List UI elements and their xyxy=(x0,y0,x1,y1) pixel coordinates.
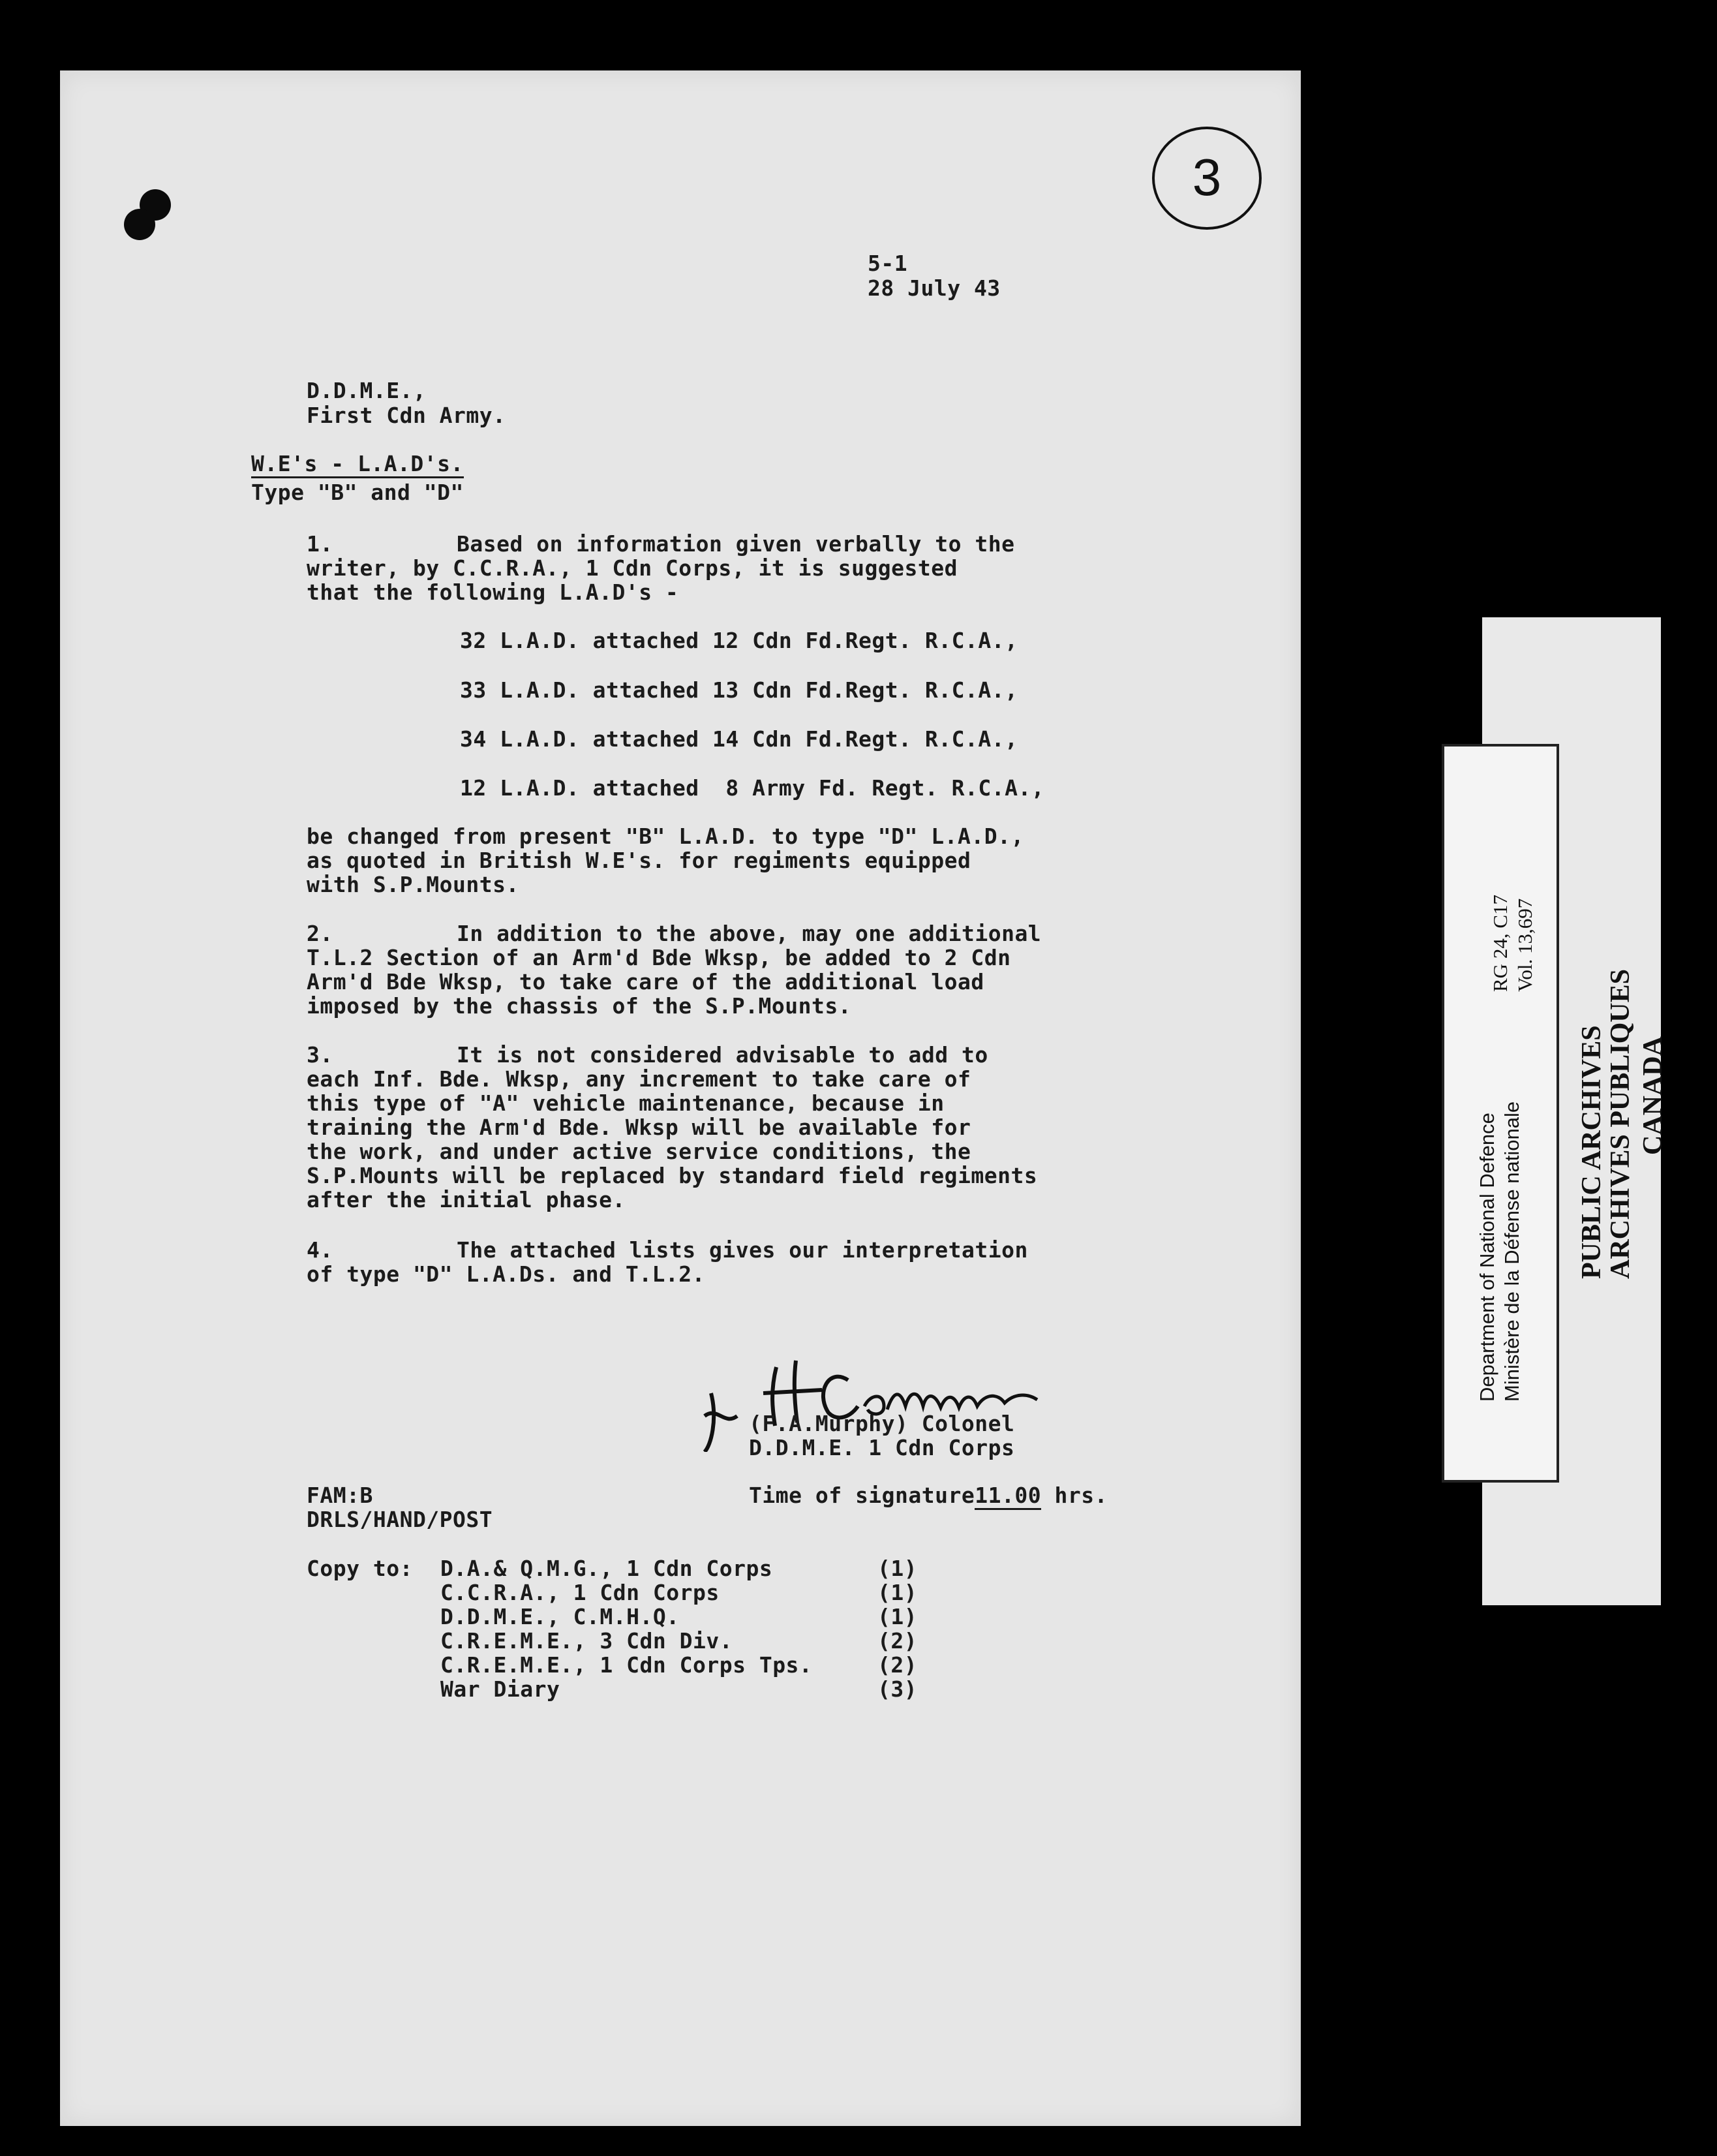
copy-to-recipient: D.D.M.E., C.M.H.Q. xyxy=(440,1604,680,1629)
copy-to-count: (2) xyxy=(877,1652,918,1678)
para1-closing-line: as quoted in British W.E's. for regiments equipped xyxy=(307,848,971,873)
reference-text: RG 24, C17 xyxy=(1489,895,1512,992)
copy-to-count: (2) xyxy=(877,1628,918,1654)
file-reference: 5-1 xyxy=(868,251,908,276)
unit-line: 34 L.A.D. attached 14 Cdn Fd.Regt. R.C.A., xyxy=(460,726,1018,752)
para2-line: T.L.2 Section of an Arm'd Bde Wksp, be added to 2 Cdn xyxy=(307,945,1011,970)
time-of-signature-unit: hrs. xyxy=(1054,1483,1108,1508)
archives-en-text: PUBLIC ARCHIVES xyxy=(1577,1025,1607,1279)
para4-line: The attached lists gives our interpretation xyxy=(457,1237,1028,1263)
copy-to-recipient: C.C.R.A., 1 Cdn Corps xyxy=(440,1580,720,1605)
department-text: Department of National Defence xyxy=(1476,1113,1498,1402)
para4-number: 4. xyxy=(307,1237,333,1263)
page-number-circle xyxy=(1152,127,1262,230)
copy-to-recipient: C.R.E.M.E., 3 Cdn Div. xyxy=(440,1628,733,1654)
copy-to-recipient: C.R.E.M.E., 1 Cdn Corps Tps. xyxy=(440,1652,813,1678)
copy-to-count: (3) xyxy=(877,1676,918,1702)
copy-to-count: (1) xyxy=(877,1604,918,1629)
addressee-line: First Cdn Army. xyxy=(307,403,506,428)
dispatch-method: DRLS/HAND/POST xyxy=(307,1507,493,1532)
punch-hole xyxy=(124,209,155,240)
para2-line: Arm'd Bde Wksp, to take care of the additional load xyxy=(307,969,984,994)
time-of-signature-label: Time of signature xyxy=(749,1483,975,1508)
volume-text: Vol. 13,697 xyxy=(1513,898,1536,992)
para1-line: writer, by C.C.R.A., 1 Cdn Corps, it is suggested xyxy=(307,555,958,581)
para2-number: 2. xyxy=(307,921,333,946)
addressee-line: D.D.M.E., xyxy=(307,378,427,403)
para1-line: Based on information given verbally to the xyxy=(457,531,1015,557)
subject-line: W.E's - L.A.D's. xyxy=(251,452,464,478)
copy-to-recipient: D.A.& Q.M.G., 1 Cdn Corps xyxy=(440,1556,773,1581)
reference-initials: FAM:B xyxy=(307,1483,373,1508)
signatory-name: (F.A.Murphy) Colonel xyxy=(749,1411,1015,1436)
para2-line: In addition to the above, may one additional xyxy=(457,921,1042,946)
ministere-text: Ministère de la Défense nationale xyxy=(1500,1101,1523,1402)
subject-line: Type "B" and "D" xyxy=(251,480,464,505)
unit-line: 12 L.A.D. attached 8 Army Fd. Regt. R.C.A., xyxy=(460,775,1045,801)
copy-to-count: (1) xyxy=(877,1556,918,1581)
archives-fr-text: ARCHIVES PUBLIQUES xyxy=(1605,969,1635,1279)
para4-line: of type "D" L.A.Ds. and T.L.2. xyxy=(307,1261,706,1287)
para3-line: S.P.Mounts will be replaced by standard field regiments xyxy=(307,1163,1038,1188)
para1-line: that the following L.A.D's - xyxy=(307,579,679,605)
para3-line: the work, and under active service conditions, the xyxy=(307,1139,971,1164)
para3-number: 3. xyxy=(307,1042,333,1068)
country-text: CANADA xyxy=(1638,1036,1668,1155)
copy-to-recipient: War Diary xyxy=(440,1676,560,1702)
copy-to-count: (1) xyxy=(877,1580,918,1605)
para1-number: 1. xyxy=(307,531,333,557)
para2-line: imposed by the chassis of the S.P.Mounts. xyxy=(307,993,852,1019)
time-of-signature-value: 11.00 xyxy=(975,1483,1041,1510)
para3-line: this type of "A" vehicle maintenance, because in xyxy=(307,1090,945,1116)
para3-line: It is not considered advisable to add to xyxy=(457,1042,988,1068)
para1-closing-line: be changed from present "B" L.A.D. to type "D" L.A.D., xyxy=(307,824,1024,849)
signatory-title: D.D.M.E. 1 Cdn Corps xyxy=(749,1435,1015,1460)
unit-line: 33 L.A.D. attached 13 Cdn Fd.Regt. R.C.A., xyxy=(460,677,1018,703)
letter-date: 28 July 43 xyxy=(868,275,1001,301)
unit-line: 32 L.A.D. attached 12 Cdn Fd.Regt. R.C.A., xyxy=(460,628,1018,653)
para1-closing-line: with S.P.Mounts. xyxy=(307,872,519,897)
para3-line: after the initial phase. xyxy=(307,1187,626,1212)
copy-to-label: Copy to: xyxy=(307,1556,413,1581)
para3-line: training the Arm'd Bde. Wksp will be available for xyxy=(307,1115,971,1140)
time-of-signature-row xyxy=(749,1483,1108,1508)
para3-line: each Inf. Bde. Wksp, any increment to take care of xyxy=(307,1066,971,1092)
page-number: 3 xyxy=(1192,148,1222,206)
